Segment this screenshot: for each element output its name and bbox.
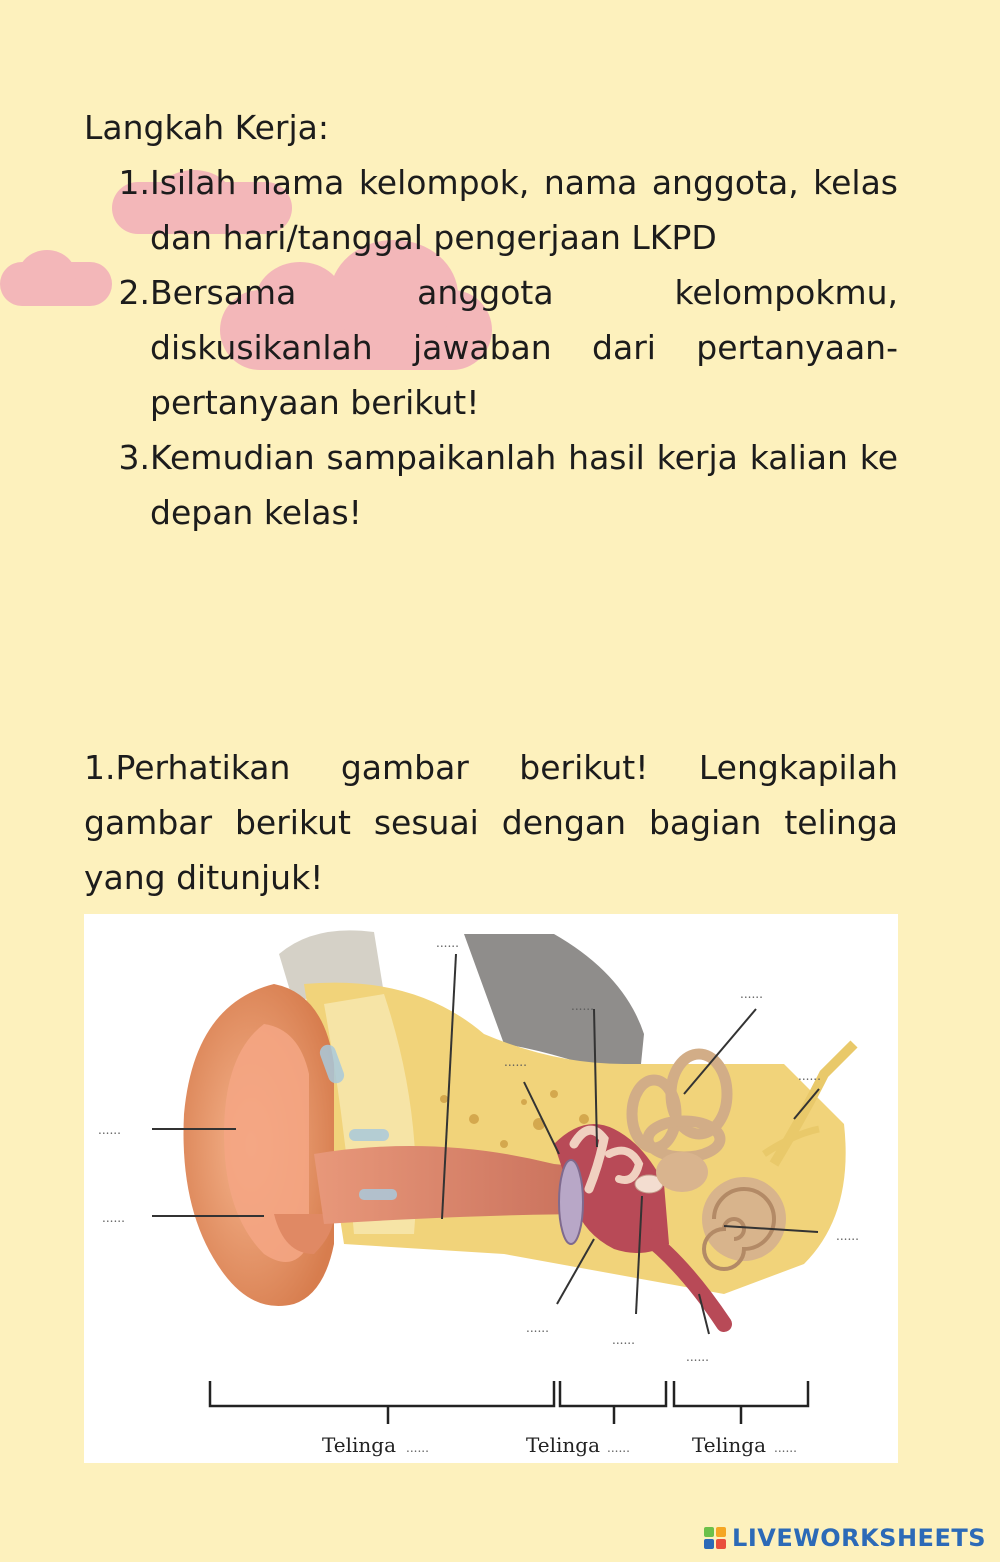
blank-label: ...... xyxy=(406,1441,429,1455)
blank-label: ...... xyxy=(98,1123,121,1137)
blank-label: ...... xyxy=(607,1441,630,1455)
blank-label: ...... xyxy=(526,1321,549,1335)
blank-label: ...... xyxy=(436,936,459,950)
step-number: 1. xyxy=(118,163,150,202)
blank-label: ...... xyxy=(774,1441,797,1455)
liveworksheets-branding xyxy=(704,1524,986,1552)
blank-label: ...... xyxy=(798,1069,821,1083)
section-label-middle: Telinga xyxy=(526,1433,601,1457)
blank-label: ...... xyxy=(571,999,594,1013)
step-number: 3. xyxy=(118,438,150,477)
step-text: Kemudian sampaikanlah hasil kerja kalian ke depan kelas! xyxy=(150,438,898,532)
decorative-cloud xyxy=(18,250,76,302)
blank-label: ...... xyxy=(504,1055,527,1069)
step-item xyxy=(84,430,898,540)
blank-label: ...... xyxy=(740,987,763,1001)
step-text: Bersama anggota kelompokmu, diskusikanlah jawaban dari pertanyaan-pertanyaan berikut! xyxy=(150,273,898,422)
brand-name: LIVEWORKSHEETS xyxy=(732,1524,986,1552)
steps-list xyxy=(84,155,898,540)
question-text: 1.Perhatikan gambar berikut! Lengkapilah gambar berikut sesuai dengan bagian telinga yang ditunjuk! xyxy=(84,748,898,897)
section-label-inner: Telinga xyxy=(692,1433,767,1457)
blank-label: ...... xyxy=(836,1229,859,1243)
liveworksheets-logo-icon xyxy=(704,1527,726,1549)
step-item xyxy=(84,155,898,265)
step-text: Isilah nama kelompok, nama anggota, kelas dan hari/tanggal pengerjaan LKPD xyxy=(150,163,898,257)
step-number: 2. xyxy=(118,273,150,312)
ear-anatomy-illustration xyxy=(84,914,898,1463)
instructions-section xyxy=(84,100,898,540)
blank-label: ...... xyxy=(612,1333,635,1347)
blank-label: ...... xyxy=(102,1211,125,1225)
section-label-outer: Telinga xyxy=(322,1433,397,1457)
instructions-heading: Langkah Kerja: xyxy=(84,108,330,147)
step-item xyxy=(84,265,898,430)
ear-diagram xyxy=(84,914,898,1463)
blank-label: ...... xyxy=(686,1350,709,1364)
